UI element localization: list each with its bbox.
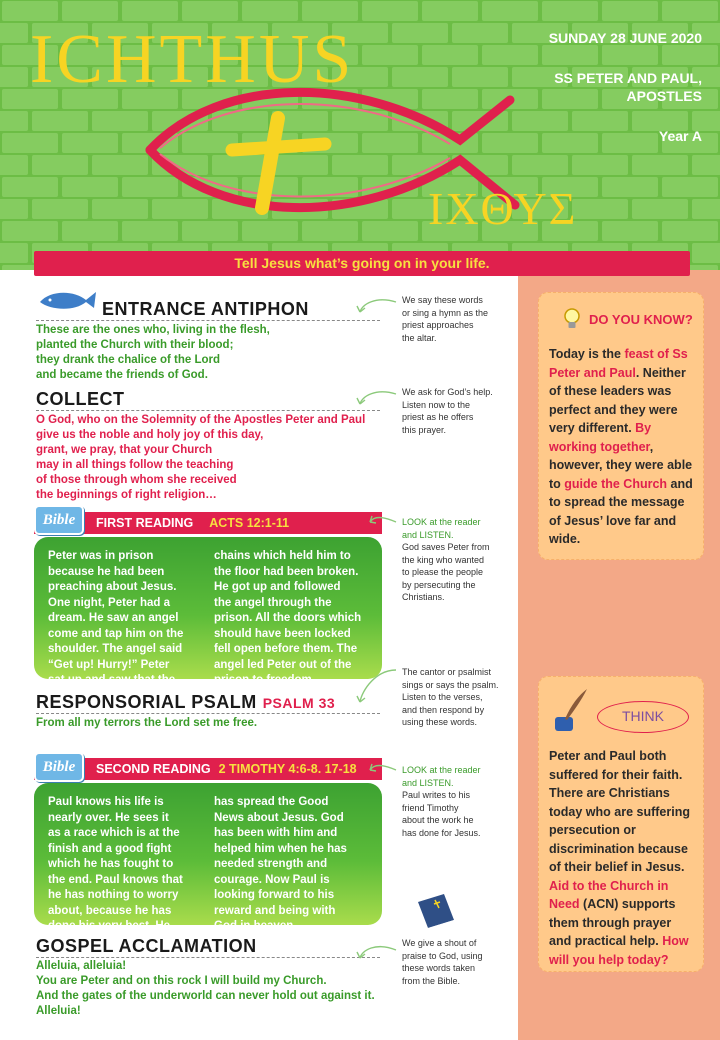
collect-text: O God, who on the Solemnity of the Apostles Peter and Paul give us the noble and holy joy of this day, grant, we pray, that your Church may in all things follow the teaching of those through whom she received the beginnings of right religion… (36, 414, 366, 501)
second-reading-ref: 2 TIMOTHY 4:6-8. 17-18 (218, 762, 357, 776)
fish-icon (36, 288, 98, 312)
bible-icon: Bible (34, 505, 84, 535)
think-card (538, 676, 704, 972)
gospel-acclamation-text: Alleluia, alleluia! You are Peter and on this rock I will build my Church. And the gates of the underworld can never hold out against it. Alleluia! (36, 960, 375, 1017)
do-you-know-card (538, 292, 704, 560)
feast-name-line1: SS PETER AND PAUL, (554, 70, 702, 86)
gospel-acclamation-title: GOSPEL ACCLAMATION (36, 936, 257, 956)
psalm-note: The cantor or psalmist sings or says the psalm. Listen to the verses, and then respond by using these words. (402, 667, 499, 727)
psalm-title: RESPONSORIAL PSALM PSALM 33 (36, 692, 336, 712)
note-arrows (326, 290, 400, 990)
entrance-antiphon-note: We say these words or sing a hymn as the priest approaches the altar. (402, 295, 489, 343)
first-reading-ref: ACTS 12:1-11 (209, 516, 290, 530)
first-reading-col2: chains which held him to the floor had been broken. He got up and followed the angel through the prison. All the doors which should have been locked fell open before them. The angel led Peter out of the prison to freedom. (214, 550, 362, 686)
think-title: THINK (597, 701, 689, 733)
entrance-antiphon-title: ENTRANCE ANTIPHON (102, 299, 309, 319)
quill-ink-icon (549, 687, 589, 735)
issue-date: SUNDAY 28 JUNE 2020 (548, 30, 702, 46)
banner: Tell Jesus what’s going on in your life. (34, 251, 690, 276)
greek-title: ΙΧΘΥΣ (428, 183, 578, 234)
second-reading-note: LOOK at the reader and LISTEN. Paul writes to his friend Timothy about the work he has done for Jesus. (402, 765, 481, 838)
entrance-antiphon-text: These are the ones who, living in the flesh, planted the Church with their blood; they drank the chalice of the Lord and became the friends of God. (36, 324, 270, 381)
collect-title: COLLECT (36, 389, 125, 409)
magazine-title: ICHTHUS (30, 21, 355, 98)
lightbulb-icon (563, 307, 581, 331)
psalm-ref: PSALM 33 (262, 695, 336, 711)
brick-row (0, 220, 720, 242)
brick-row (0, 0, 720, 22)
do-you-know-title: DO YOU KNOW? (589, 311, 693, 327)
do-you-know-text: Today is the feast of Ss Peter and Paul. Neither of these leaders was perfect and they were very different. By working together, however, they were able to guide the Church and to spread the message of Jesus’ love far and wide. (549, 347, 693, 546)
liturgical-year: Year A (658, 128, 702, 144)
header (0, 0, 720, 270)
second-reading-label: SECOND READING (96, 762, 211, 776)
bible-icon: Bible (34, 752, 84, 782)
psalm-response: From all my terrors the Lord set me free. (36, 717, 258, 729)
collect-note: We ask for God’s help. Listen now to the priest as he offers this prayer. (402, 387, 493, 435)
first-reading-note: LOOK at the reader and LISTEN. God saves Peter from the king who wanted to please the people by persecuting the Christians. (402, 517, 490, 602)
first-reading-col1: Peter was in prison because he had been preaching about Jesus. One night, Peter had a dream. He saw an angel come and tap him on the shoulder. The angel said “Get up! Hurry!” Peter sat up and saw that the (48, 550, 184, 686)
second-reading-col2: has spread the Good News about Jesus. God has been with him and helped him when he has needed strength and courage. Now Paul is looking forward to his reward and being with God in heaven. (214, 796, 347, 932)
think-text: Peter and Paul both suffered for their faith. There are Christians today who are suffering persecution or discrimination because of their belief in Jesus. Aid to the Church in Need (ACN) supports them through prayer and practical help. How will you help today? (549, 749, 690, 967)
feast-name-line2: APOSTLES (626, 88, 702, 104)
first-reading-label: FIRST READING (96, 516, 194, 530)
sidebar (518, 270, 720, 1040)
second-reading-col1: Paul knows his life is nearly over. He sees it as a race which is at the finish and a good fight which he has fought to the end. Paul knows that he has nothing to worry about, because he has done his very best. He (48, 796, 183, 932)
book-icon (414, 892, 458, 932)
gospel-note: We give a shout of praise to God, using these words taken from the Bible. (402, 938, 483, 986)
